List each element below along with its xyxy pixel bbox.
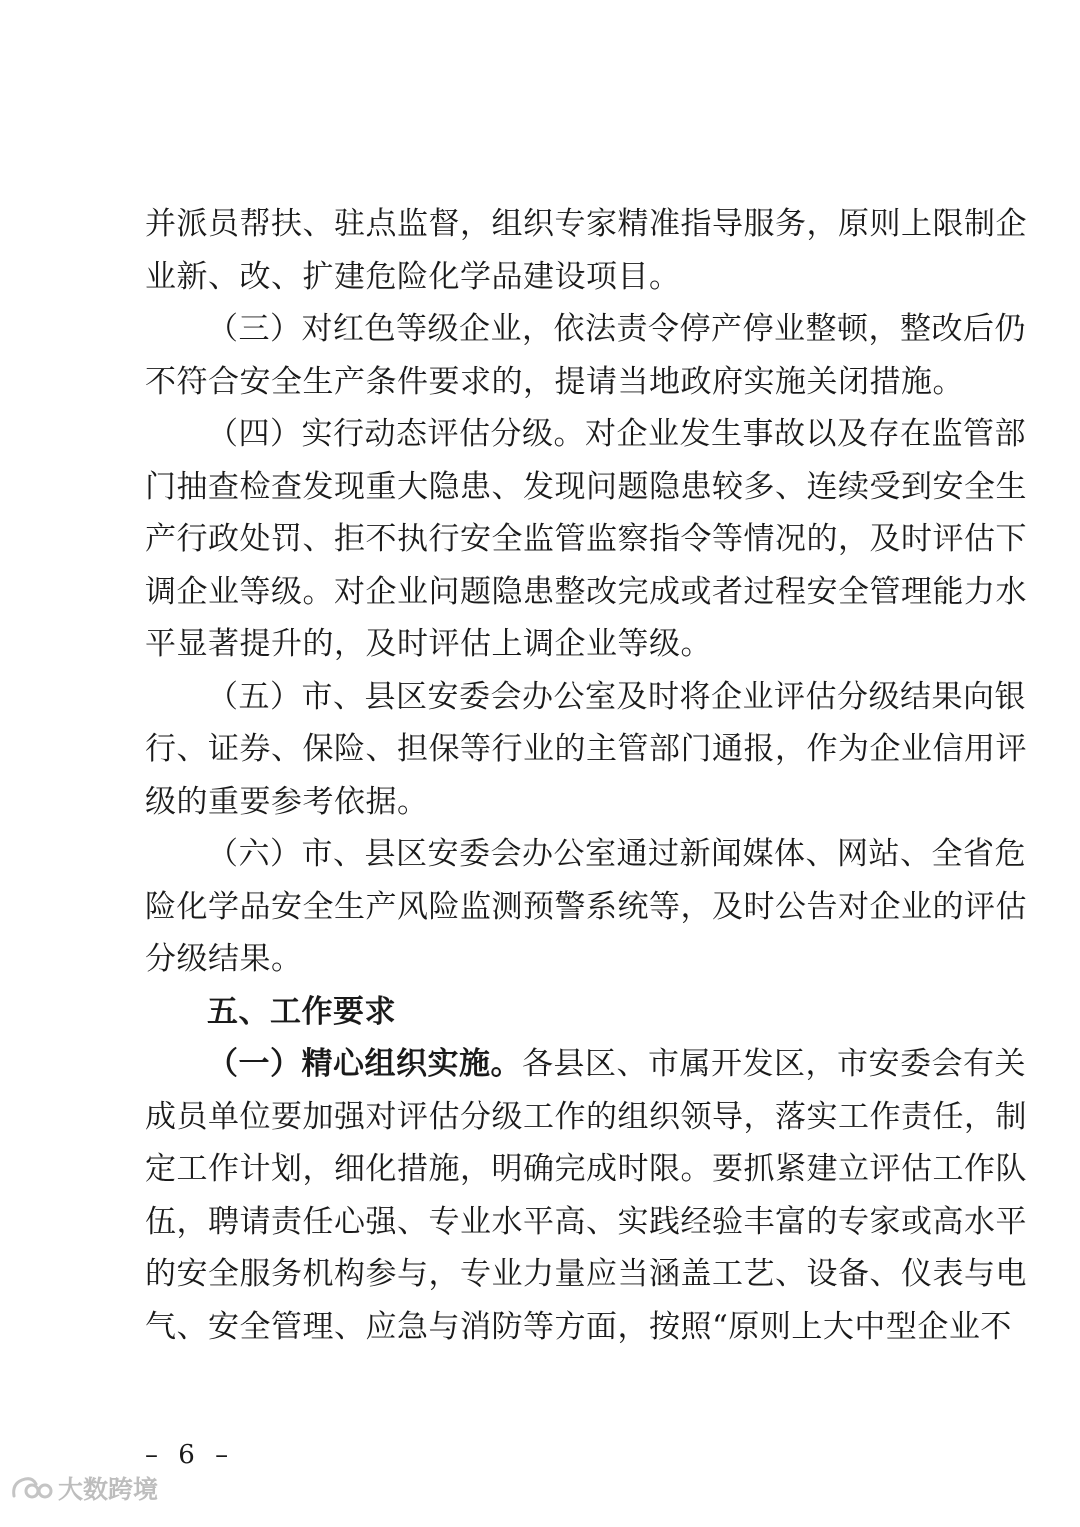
text-line: 分级结果。: [145, 941, 303, 977]
paragraph-start-line: [145, 1038, 1026, 1091]
watermark: [10, 1470, 158, 1506]
watermark-logo-icon: [10, 1474, 54, 1502]
text-line: 行、证券、保险、担保等行业的主管部门通报，作为企业信用评: [145, 731, 1027, 767]
text-line: 平显著提升的，及时评估上调企业等级。: [145, 626, 712, 662]
text-line: 产行政处罚、拒不执行安全监管监察指令等情况的，及时评估下: [145, 521, 1027, 557]
text-line: 不符合安全生产条件要求的，提请当地政府实施关闭措施。: [145, 363, 964, 400]
text-line: 定工作计划，细化措施，明确完成时限。要抓紧建立评估工作队: [145, 1151, 1027, 1187]
subsection-lead: （一）精心组织实施。: [207, 1046, 522, 1082]
text-line: 成员单位要加强对评估分级工作的组织领导，落实工作责任，制: [145, 1098, 1027, 1135]
paragraph-start-line: （三）对红色等级企业，依法责令停产停业整顿，整改后仍: [207, 311, 1026, 347]
text-line: 并派员帮扶、驻点监督，组织专家精准指导服务，原则上限制企: [145, 206, 1027, 242]
text-run: 各县区、市属开发区，市安委会有关: [522, 1046, 1026, 1082]
watermark-text: 大数跨境: [58, 1475, 159, 1504]
document-body: [145, 198, 1027, 1353]
section-heading: 五、工作要求: [207, 993, 396, 1030]
text-line: 调企业等级。对企业问题隐患整改完成或者过程安全管理能力水: [145, 573, 1027, 610]
text-line: 业新、改、扩建危险化学品建设项目。: [145, 258, 681, 295]
text-line: 的安全服务机构参与，专业力量应当涵盖工艺、设备、仪表与电: [145, 1256, 1027, 1292]
text-line: 伍，聘请责任心强、专业水平高、实践经验丰富的专家或高水平: [145, 1203, 1027, 1240]
text-line: 气、安全管理、应急与消防等方面，按照“原则上大中型企业不: [145, 1308, 1012, 1345]
page-number: – 6 –: [145, 1440, 235, 1470]
text-line: 级的重要参考依据。: [145, 783, 429, 820]
paragraph-start-line: （四）实行动态评估分级。对企业发生事故以及存在监管部: [207, 416, 1026, 452]
paragraph-start-line: （五）市、县区安委会办公室及时将企业评估分级结果向银: [207, 678, 1026, 715]
text-line: 险化学品安全生产风险监测预警系统等，及时公告对企业的评估: [145, 888, 1027, 925]
text-line: 门抽查检查发现重大隐患、发现问题隐患较多、连续受到安全生: [145, 468, 1027, 505]
paragraph-start-line: （六）市、县区安委会办公室通过新闻媒体、网站、全省危: [207, 836, 1026, 872]
